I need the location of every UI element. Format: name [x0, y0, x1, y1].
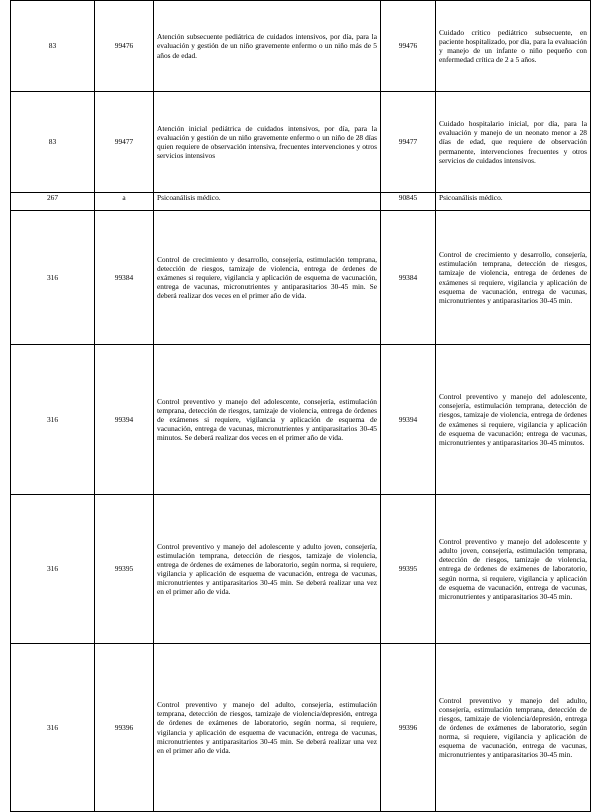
code-right: 99477	[381, 92, 436, 193]
code-right: 99396	[381, 644, 436, 812]
document-page	[10, 0, 590, 807]
table-row	[11, 92, 591, 193]
description-right: Control preventivo y manejo del adolescente, consejería, estimulación temprana, detección de riesgos, tamizaje de violencia, entrega de órdenes de exámenes si requiere, vigilancia y aplicación de esquema de vacunación; entrega de vacunas, micronutrientes y antiparasitarios 30-45 minutos.	[436, 345, 591, 495]
description-right: Control preventivo y manejo del adolescente y adulto joven, consejería, estimulación temprana, detección de riesgos, tamizaje de violencia, entrega de órdenes de exámenes de laboratorio, según norma, si requiere, vigilancia y aplicación de esquema de vacunación, entrega de vacunas, micronutrientes y antiparasitarios 30-45 min.	[436, 495, 591, 644]
code-left: 99476	[95, 1, 154, 92]
description-left: Control preventivo y manejo del adolescente y adulto joven, consejería, estimulación temprana, detección de riesgos, tamizaje de violencia, entrega de órdenes de exámenes de laboratorio, según norma, si requiere, vigilancia y aplicación de esquema de vacunación, entrega de vacunas, micronutrientes y antiparasitarios 30-45 min. Se deberá realizar una vez en el primer año de vida.	[154, 495, 381, 644]
row-number: 83	[11, 1, 95, 92]
row-number: 316	[11, 211, 95, 345]
code-left: 99394	[95, 345, 154, 495]
description-left: Atención subsecuente pediátrica de cuidados intensivos, por día, para la evaluación y gestión de un niño gravemente enfermo o un niño más de 5 años de edad.	[154, 1, 381, 92]
description-right: Psicoanálisis médico.	[436, 193, 591, 211]
row-number: 316	[11, 495, 95, 644]
description-left: Control de crecimiento y desarrollo, consejería, estimulación temprana, detección de riesgos, tamizaje de violencia, entrega de órdenes de exámenes si requiere, vigilancia y aplicación de esquema de vacunación, entrega de vacunas, micronutrientes y antiparasitarios 30-45 min. Se deberá realizar dos veces en el primer año de vida.	[154, 211, 381, 345]
code-left: 99384	[95, 211, 154, 345]
row-number: 267	[11, 193, 95, 211]
code-left: 99395	[95, 495, 154, 644]
description-right: Control preventivo y manejo del adulto, consejería, estimulación temprana, detección de riesgos, tamizaje de violencia/depresión, entrega de órdenes de exámenes de laboratorio, según norma, si requiere, vigilancia y aplicación de esquema de vacunación, entrega de vacunas, micronutrientes y antiparasitarios 30-45 min.	[436, 644, 591, 812]
code-right: 90845	[381, 193, 436, 211]
table-row	[11, 211, 591, 345]
description-right: Cuidado hospitalario inicial, por día, para la evaluación y manejo de un neonato menor a 28 días de edad, que requiere de observación permanente, intervenciones frecuentes y otros servicios de cuidados intensivos.	[436, 92, 591, 193]
code-right: 99395	[381, 495, 436, 644]
row-number: 316	[11, 345, 95, 495]
table-row	[11, 193, 591, 211]
code-right: 99384	[381, 211, 436, 345]
procedure-equivalence-table	[10, 0, 591, 812]
table-row	[11, 1, 591, 92]
table-row	[11, 345, 591, 495]
code-right: 99476	[381, 1, 436, 92]
table-row	[11, 644, 591, 812]
description-left: Atención inicial pediátrica de cuidados intensivos, por día, para la evaluación y gestión de un niño gravemente enfermo o un niño de 28 días quien requiere de observación intensiva, frecuentes intervenciones y otros servicios intensivos	[154, 92, 381, 193]
row-number: 316	[11, 644, 95, 812]
code-left: 99396	[95, 644, 154, 812]
row-number: 83	[11, 92, 95, 193]
code-left: a	[95, 193, 154, 211]
description-right: Control de crecimiento y desarrollo, consejería, estimulación temprana, detección de riesgos, tamizaje de violencia, entrega de órdenes de exámenes si requiere, vigilancia y aplicación de esquema de vacunación, entrega de vacunas, micronutrientes y antiparasitarios 30-45 min.	[436, 211, 591, 345]
description-right: Cuidado crítico pediátrico subsecuente, en paciente hospitalizado, por día, para la evaluación y manejo de un infante o niño pequeño con enfermedad crítica de 2 a 5 años.	[436, 1, 591, 92]
code-left: 99477	[95, 92, 154, 193]
description-left: Control preventivo y manejo del adolescente, consejería, estimulación temprana, detección de riesgos, tamizaje de violencia, entrega de órdenes de exámenes si requiere, vigilancia y aplicación de esquema de vacunación, entrega de vacunas, micronutrientes y antiparasitarios 30-45 minutos. Se deberá realizar dos veces en el primer año de vida.	[154, 345, 381, 495]
code-right: 99394	[381, 345, 436, 495]
description-left: Control preventivo y manejo del adulto, consejería, estimulación temprana, detección de riesgos, tamizaje de violencia/depresión, entrega de órdenes de exámenes de laboratorio, según norma, si requiere, vigilancia y aplicación de esquema de vacunación, entrega de vacunas, micronutrientes y antiparasitarios 30-45 min. Se deberá realizar una vez en el primer año de vida.	[154, 644, 381, 812]
table-row	[11, 495, 591, 644]
description-left: Psicoanálisis médico.	[154, 193, 381, 211]
